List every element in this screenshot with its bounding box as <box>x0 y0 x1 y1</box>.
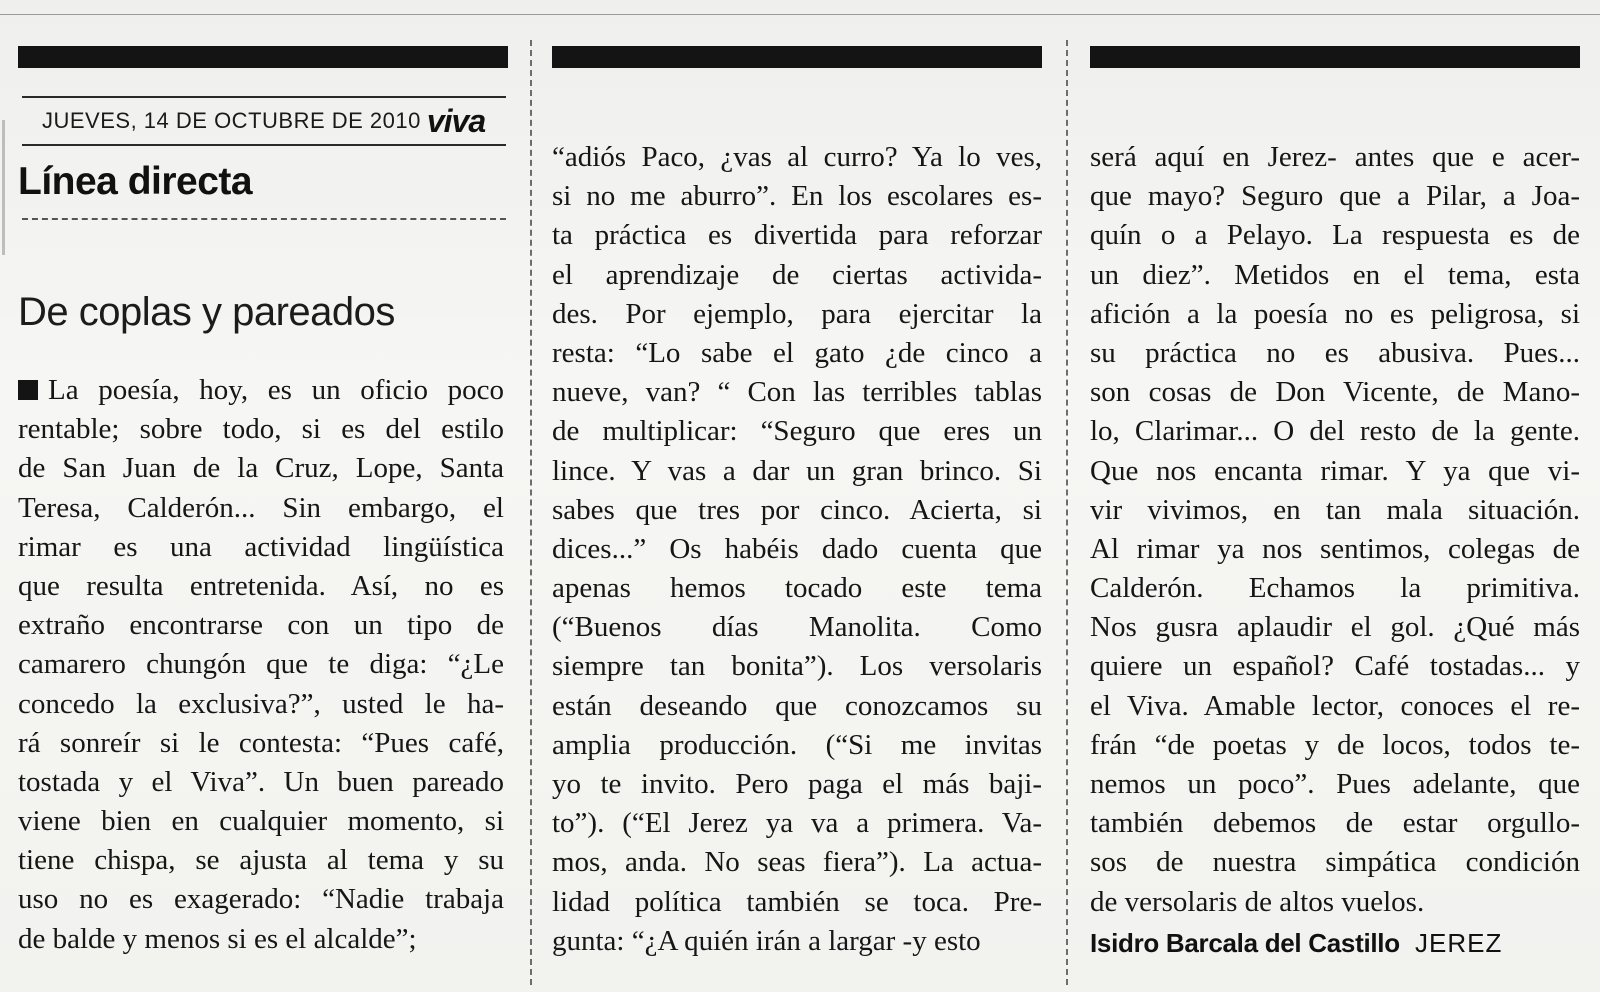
top-rule <box>0 14 1600 15</box>
article-line <box>552 608 1042 647</box>
article-line-text: resta: “Lo sabe el gato ¿de cinco a <box>552 336 1042 369</box>
article-column-2 <box>552 138 1042 961</box>
brand-logo: viva <box>426 102 486 139</box>
article-line <box>552 216 1042 255</box>
article-line <box>552 922 1042 961</box>
article-line <box>552 726 1042 765</box>
article-line <box>552 883 1042 922</box>
column-divider <box>1066 40 1068 985</box>
article-line <box>1090 726 1580 765</box>
article-line <box>552 412 1042 451</box>
section-divider <box>22 218 506 220</box>
byline <box>1090 928 1502 959</box>
article-line <box>1090 491 1580 530</box>
article-line <box>18 724 504 763</box>
article-line <box>552 765 1042 804</box>
section-title: Línea directa <box>18 160 253 203</box>
article-line-text: Calderón. Echamos la primitiva. <box>1090 572 1580 605</box>
article-line <box>1090 647 1580 686</box>
article-line-text: Nos gusra aplaudir el gol. ¿Qué más <box>1090 611 1580 644</box>
article-line <box>552 647 1042 686</box>
article-line <box>1090 843 1580 882</box>
article-line <box>552 295 1042 334</box>
article-line <box>18 489 504 528</box>
article-line-text: Que nos encanta rimar. Y ya que vi- <box>1090 454 1580 487</box>
article-line <box>1090 216 1580 255</box>
article-line <box>1090 530 1580 569</box>
article-line-text: será aquí en Jerez- antes que e acer- <box>1090 141 1580 173</box>
article-line <box>18 802 504 841</box>
article-line-text: camarero chungón que te diga: “¿Le <box>18 648 504 681</box>
article-line <box>18 880 504 919</box>
article-line-text: yo te invito. Pero paga el más baji- <box>552 768 1042 800</box>
article-line-text: siempre tan bonita”). Los versolaris <box>552 650 1042 683</box>
article-line <box>1090 883 1580 922</box>
article-column-1 <box>18 371 504 959</box>
column-header-bar <box>1090 46 1580 68</box>
article-line-text: rimar es una actividad lingüística <box>18 530 504 563</box>
article-line-text: de balde y menos si es el alcalde”; <box>18 922 417 955</box>
article-line <box>552 491 1042 530</box>
article-line-text: un diez”. Metidos en el tema, esta <box>1090 258 1580 291</box>
article-line-text: La poesía, hoy, es un oficio poco <box>48 374 504 406</box>
article-line-text: lince. Y vas a dar un gran brinco. Si <box>552 454 1042 487</box>
article-line <box>18 920 504 959</box>
article-line <box>552 373 1042 412</box>
article-line-text: (“Buenos días Manolita. Como <box>552 611 1042 644</box>
article-line-text: dices...” Os habéis dado cuenta que <box>552 532 1042 565</box>
article-line-text: Al rimar ya nos sentimos, colegas de <box>1090 532 1580 565</box>
article-line <box>1090 687 1580 726</box>
article-line <box>552 804 1042 843</box>
article-line <box>552 530 1042 569</box>
article-line <box>552 177 1042 216</box>
article-line <box>552 452 1042 491</box>
article-line <box>1090 452 1580 491</box>
article-line-text: lidad política también se toca. Pre- <box>552 885 1042 918</box>
article-line-text: están deseando que conozcamos su <box>552 689 1042 722</box>
article-line-text: afición a la poesía no es peligrosa, si <box>1090 297 1580 330</box>
article-line-text: quín o a Pelayo. La respuesta es de <box>1090 219 1580 252</box>
article-line <box>18 606 504 645</box>
publication-date: JUEVES, 14 DE OCTUBRE DE 2010 <box>42 108 421 133</box>
article-line <box>18 841 504 880</box>
article-line <box>1090 177 1580 216</box>
article-line <box>18 567 504 606</box>
article-line <box>1090 334 1580 373</box>
article-line-text: de multiplicar: “Seguro que eres un <box>552 415 1042 448</box>
article-line <box>1090 765 1580 804</box>
article-line-text: mos, anda. No seas fiera”). La actua- <box>552 846 1042 879</box>
article-line-text: frán “de poetas y de locos, todos te- <box>1090 728 1580 761</box>
margin-rule <box>2 120 5 255</box>
article-line-text: su práctica no es abusiva. Pues... <box>1090 336 1580 369</box>
article-line <box>1090 569 1580 608</box>
article-line <box>18 528 504 567</box>
article-line-text: de versolaris de altos vuelos. <box>1090 885 1425 918</box>
article-line-text: Teresa, Calderón... Sin embargo, el <box>18 491 504 524</box>
article-line-text: sabes que tres por cinco. Acierta, si <box>552 493 1042 526</box>
author-name: Isidro Barcala del Castillo <box>1090 928 1400 958</box>
article-line <box>1090 608 1580 647</box>
article-line <box>1090 256 1580 295</box>
article-line-text: vir vivimos, en tan mala situación. <box>1090 493 1580 526</box>
article-line-text: tiene chispa, se ajusta al tema y su <box>18 844 504 877</box>
article-headline: De coplas y pareados <box>18 290 395 334</box>
article-line-text: “adiós Paco, ¿vas al curro? Ya lo ves, <box>552 141 1042 173</box>
article-line <box>552 843 1042 882</box>
article-line <box>552 334 1042 373</box>
article-line-text: gunta: “¿A quién irán a largar -y esto <box>552 924 981 957</box>
article-line <box>552 569 1042 608</box>
article-line-text: apenas hemos tocado este tema <box>552 572 1042 605</box>
article-line <box>552 138 1042 177</box>
article-line-text: viene bien en cualquier momento, si <box>18 805 504 838</box>
article-line-text: que mayo? Seguro que a Pilar, a Joa- <box>1090 180 1580 213</box>
article-line-text: amplia producción. (“Si me invitas <box>552 728 1042 761</box>
article-line-text: sos de nuestra simpática condición <box>1090 846 1580 879</box>
column-divider <box>530 40 532 985</box>
article-line-text: que resulta entretenida. Así, no es <box>18 569 504 602</box>
article-line-text: concedo la exclusiva?”, usted le ha- <box>18 687 504 720</box>
article-line-text: ta práctica es divertida para reforzar <box>552 219 1042 252</box>
article-line-text: de San Juan de la Cruz, Lope, Santa <box>18 452 504 485</box>
article-line <box>18 685 504 724</box>
article-line-text: el Viva. Amable lector, conoces el re- <box>1090 689 1580 722</box>
column-header-bar <box>552 46 1042 68</box>
article-line <box>18 645 504 684</box>
article-line <box>18 449 504 488</box>
article-line <box>552 256 1042 295</box>
article-line <box>1090 138 1580 177</box>
lead-square-bullet <box>18 380 38 400</box>
article-line-text: nemos un poco”. Pues adelante, que <box>1090 768 1580 800</box>
article-line-text: el aprendizaje de ciertas activida- <box>552 258 1042 291</box>
article-line <box>1090 295 1580 334</box>
dateline <box>22 96 506 146</box>
article-line-text: uso no es exagerado: “Nadie trabaja <box>18 883 504 916</box>
article-line-text: extraño encontrarse con un tipo de <box>18 609 504 642</box>
article-line-text: to”). (“El Jerez ya va a primera. Va- <box>552 807 1042 840</box>
article-line-text: rá sonreír si le contesta: “Pues café, <box>18 726 504 759</box>
article-line <box>18 410 504 449</box>
article-column-3 <box>1090 138 1580 922</box>
article-line-text: des. Por ejemplo, para ejercitar la <box>552 297 1042 330</box>
article-line-text: son cosas de Don Vicente, de Mano- <box>1090 376 1580 409</box>
article-line-text: quiere un español? Café tostadas... y <box>1090 650 1580 683</box>
article-line-text: tostada y el Viva”. Un buen pareado <box>18 765 504 798</box>
author-city: JEREZ <box>1415 928 1503 958</box>
article-line <box>1090 804 1580 843</box>
article-line <box>1090 412 1580 451</box>
article-line <box>1090 373 1580 412</box>
article-line-text: si no me aburro”. En los escolares es- <box>552 180 1042 213</box>
article-line-text: lo, Clarimar... O del resto de la gente. <box>1090 415 1580 448</box>
article-line <box>18 763 504 802</box>
article-line-text: rentable; sobre todo, si es del estilo <box>18 413 504 446</box>
article-line-text: también debemos de estar orgullo- <box>1090 807 1580 840</box>
article-line <box>18 371 504 410</box>
article-line <box>552 687 1042 726</box>
article-line-text: nueve, van? “ Con las terribles tablas <box>552 376 1042 409</box>
column-header-bar <box>18 46 508 68</box>
